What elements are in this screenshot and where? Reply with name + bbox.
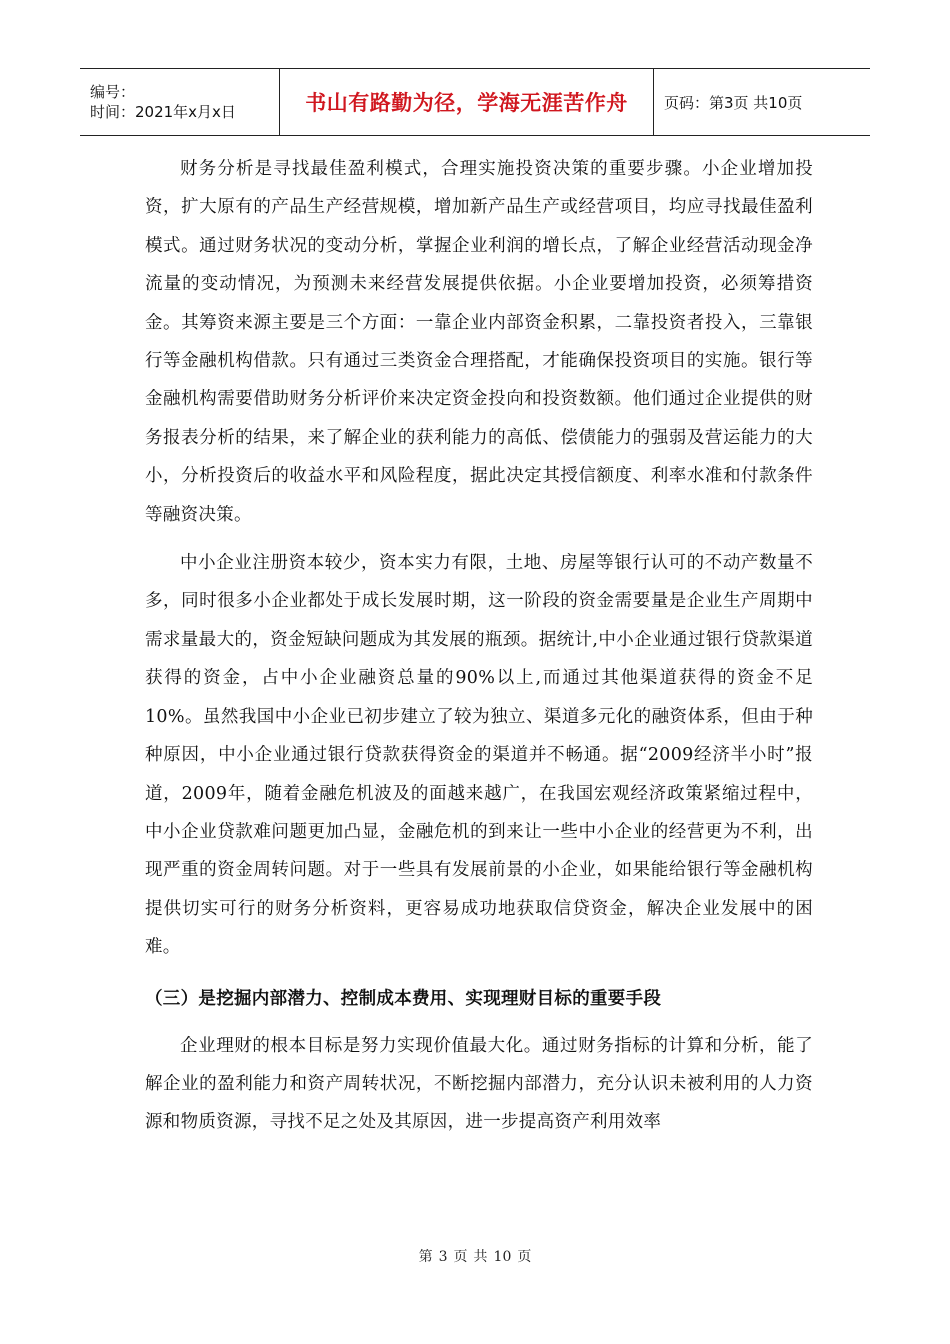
footer-page-word: 第 xyxy=(418,1249,433,1265)
section-heading: （三）是挖掘内部潜力、控制成本费用、实现理财目标的重要手段 xyxy=(145,988,662,1009)
page-footer xyxy=(0,1246,950,1266)
footer-total-unit: 页 xyxy=(517,1249,532,1265)
header-motto: 书山有路勤为径，学海无涯苦作舟 xyxy=(305,91,628,115)
header-meta xyxy=(80,69,280,135)
page-header xyxy=(80,68,870,136)
paragraph-1: 财务分析是寻找最佳盈利模式，合理实施投资决策的重要步骤。小企业增加投资，扩大原有的产品生产经营规模，增加新产品生产或经营项目，均应寻找最佳盈利模式。通过财务状况的变动分析，掌握企业利润的增长点，了解企业经营活动现金净流量的变动情况，为预测未来经营发展提供依据。小企业要增加投资，必须筹措资金。其筹资来源主要是三个方面：一靠企业内部资金积累，二靠投资者投入，三靠银行等金融机构借款。只有通过三类资金合理搭配，才能确保投资项目的实施。银行等金融机构需要借助财务分析评价来决定资金投向和投资数额。他们通过企业提供的财务报表分析的结果，来了解企业的获利能力的高低、偿债能力的强弱及营运能力的大小，分析投资后的收益水平和风险程度，据此决定其授信额度、利率水准和付款条件等融资决策。 xyxy=(145,159,813,525)
paragraph-3: 企业理财的根本目标是努力实现价值最大化。通过财务指标的计算和分析，能了解企业的盈利能力和资产周转状况，不断挖掘内部潜力，充分认识未被利用的人力资源和物质资源，寻找不足之处及其原因，进一步提高资产利用效率 xyxy=(145,1035,813,1133)
date-label: 时间：2021年x月x日 xyxy=(90,103,236,121)
header-motto-cell xyxy=(280,69,654,135)
footer-total-number: 10 xyxy=(493,1249,512,1265)
doc-number-label: 编号： xyxy=(90,83,136,101)
footer-total-word: 共 xyxy=(473,1249,488,1265)
paragraph-2: 中小企业注册资本较少，资本实力有限，土地、房屋等银行认可的不动产数量不多，同时很多小企业都处于成长发展时期，这一阶段的资金需要量是企业生产周期中需求量最大的，资金短缺问题成为其发展的瓶颈。据统计,中小企业通过银行贷款渠道获得的资金，占中小企业融资总量的90%以上,而通过其他渠道获得的资金不足10%。虽然我国中小企业已初步建立了较为独立、渠道多元化的融资体系，但由于种种原因，中小企业通过银行贷款获得资金的渠道并不畅通。据“2009经济半小时”报道，2009年，随着金融危机波及的面越来越广，在我国宏观经济政策紧缩过程中，中小企业贷款难问题更加凸显，金融危机的到来让一些中小企业的经营更为不利，出现严重的资金周转问题。对于一些具有发展前景的小企业，如果能给银行等金融机构提供切实可行的财务分析资料，更容易成功地获取信贷资金，解决企业发展中的困难。 xyxy=(145,553,813,958)
footer-page-number: 3 xyxy=(438,1249,448,1265)
footer-page-unit: 页 xyxy=(453,1249,468,1265)
document-body xyxy=(145,150,813,1142)
header-page-info: 页码：第3页 共10页 xyxy=(664,93,803,112)
header-page-info-cell xyxy=(654,69,870,135)
